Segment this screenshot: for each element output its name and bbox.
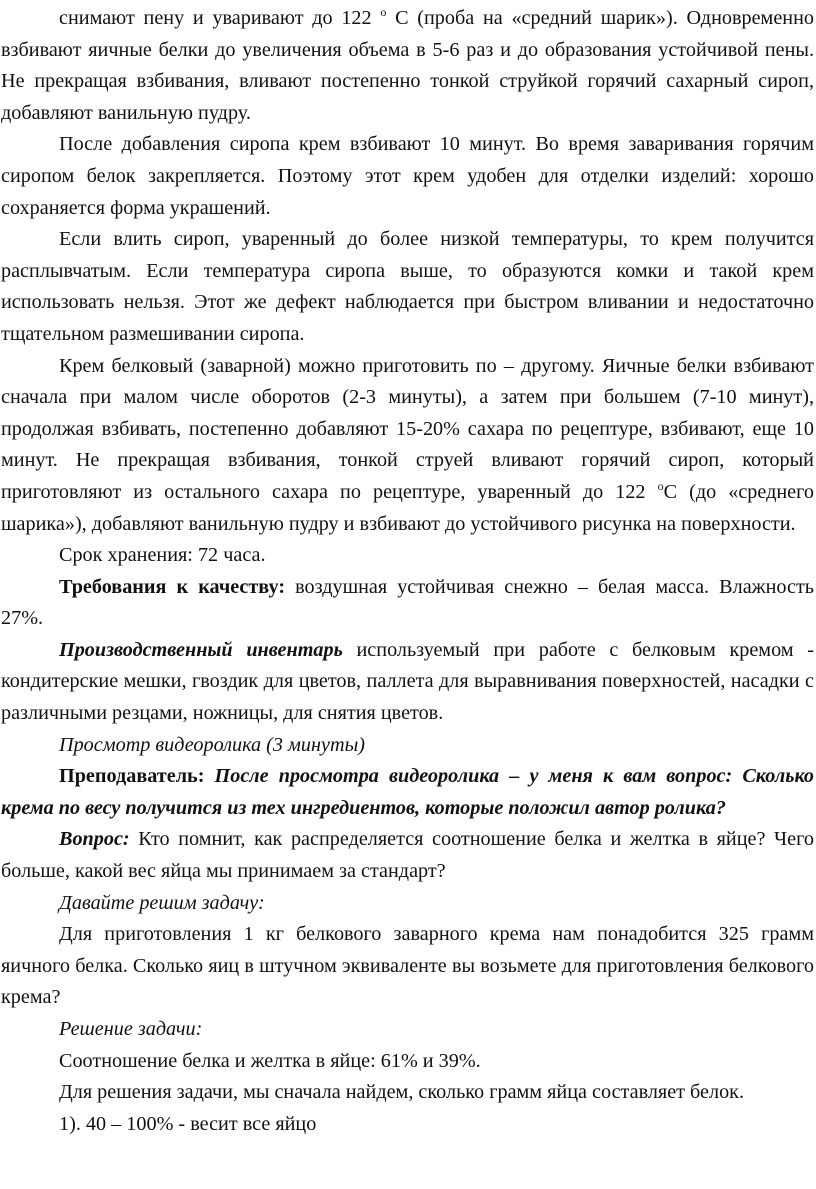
teacher-label: Преподаватель: — [59, 765, 205, 788]
question-text: Кто помнит, как распределяется соотношение белка и желтка в яйце? Чего больше, какой вес яйца мы принимаем за стандарт? — [1, 828, 814, 883]
teacher-question — [1, 761, 814, 824]
question-paragraph — [1, 824, 814, 887]
production-inventory — [1, 635, 814, 730]
question-label: Вопрос: — [59, 828, 130, 851]
paragraph-1 — [1, 3, 814, 129]
quality-requirements — [1, 572, 814, 635]
teacher-question-text: После просмотра видеоролика – у меня к вам вопрос: Сколько крема по весу получится из тех ингредиентов, которые положил автор ролика? — [1, 765, 814, 819]
paragraph-4-text-a: Крем белковый (заварной) можно приготовить по – другому. Яичные белки взбивают сначала при малом числе оборотов (2-3 минуты), а затем при большем (7-10 минут), продолжая взбивать, постепенно добавляют 15-20% сахара по рецептуре, взбивают, еще 10 минут. Не прекращая взбивания, тонкой струей вливают горячий сироп, который приготовляют из остального сахара по рецептуре, уваренный до 122 — [1, 354, 814, 503]
paragraph-4 — [1, 351, 814, 541]
video-note: Просмотр видеоролика (3 минуты) — [59, 733, 365, 756]
ratio-statement: Соотношение белка и желтка в яйце: 61% и 39%. — [59, 1049, 481, 1072]
paragraph-4-text-b: С (до «среднего шарика»), добавляют ванильную пудру и взбивают до устойчивого рисунка на поверхности. — [1, 480, 814, 535]
solution-step-1: 1). 40 – 100% - весит все яйцо — [59, 1112, 317, 1135]
paragraph-1-text-b: С (проба на «средний шарик»). Одновременно взбивают яичные белки до увеличения объема в 5-6 раз и до образования устойчивой пены. Не прекращая взбивания, вливают постепенно тонкой струйкой горячий сахарный сироп, добавляют ванильную пудру. — [1, 7, 814, 124]
paragraph-3: Если влить сироп, уваренный до более низкой температуры, то крем получится расплывчатым. Если температура сиропа выше, то образуются комки и такой крем использовать нельзя. Этот же дефект наблюдается при быстром вливании и недостаточно тщательном размешивании сиропа. — [1, 228, 814, 345]
solution-heading: Решение задачи: — [59, 1018, 203, 1040]
quality-requirements-text: воздушная устойчивая снежно – белая масса. Влажность 27%. — [1, 575, 814, 630]
paragraph-2: После добавления сиропа крем взбивают 10 минут. Во время заваривания горячим сиропом белок закрепляется. Поэтому этот крем удобен для отделки изделий: хорошо сохраняется форма украшений. — [1, 133, 814, 219]
paragraph-1-text-a: снимают пену и уваривают до 122 — [59, 7, 381, 29]
solution-step-intro: Для решения задачи, мы сначала найдем, сколько грамм яйца составляет белок. — [59, 1081, 745, 1104]
production-inventory-text: используемый при работе с белковым кремом - кондитерские мешки, гвоздик для цветов, паллета для выравнивания поверхностей, насадки с различными резцами, ножницы, для снятия цветов. — [1, 638, 814, 725]
task-statement: Для приготовления 1 кг белкового заварного крема нам понадобится 325 грамм яичного белка. Сколько яиц в штучном эквиваленте вы возьмете для приготовления белкового крема? — [1, 923, 814, 1009]
degree-mark: о — [657, 478, 664, 493]
task-intro: Давайте решим задачу: — [59, 891, 265, 914]
quality-requirements-label: Требования к качеству: — [59, 575, 286, 598]
production-inventory-label: Производственный инвентарь — [59, 638, 343, 661]
degree-mark: о — [380, 5, 387, 19]
storage-term: Срок хранения: 72 часа. — [59, 544, 266, 567]
